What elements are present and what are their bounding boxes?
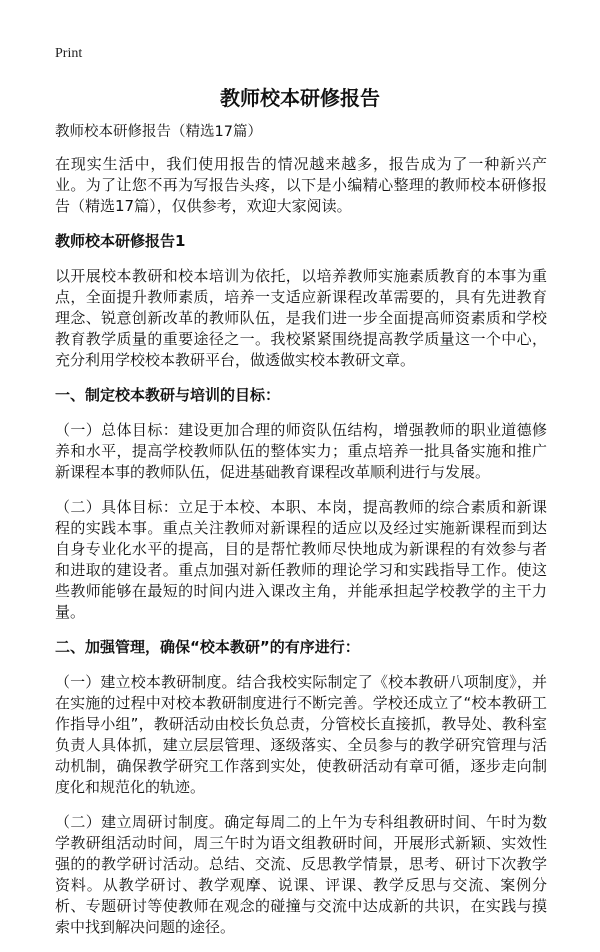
- goal-paragraph-2: （二）具体目标：立足于本校、本职、本岗，提高教师的综合素质和新课程的实践本事。重点关注教师对新课程的适应以及经过实施新课程而到达自身专业化水平的提高，目的是帮忙教师尽快地成为新课程的有效参与者和进取的建设者。重点加强对新任教师的理论学习和实践指导工作。使这些教师能够在最短的时间内进入课改主角，并能承担起学校教学的主干力量。: [55, 498, 547, 621]
- subtitle: 教师校本研修报告（精选17篇）: [55, 124, 262, 140]
- document-title: 教师校本研修报告: [220, 86, 380, 110]
- subheading-management: 二、加强管理，确保“校本教研”的有序进行：: [55, 638, 360, 656]
- subheading-goals: 一、制定校本教研与培训的目标：: [55, 386, 281, 404]
- print-link[interactable]: Print: [55, 46, 83, 61]
- goal-paragraph-1: （一）总体目标：建设更加合理的师资队伍结构，增强教师的职业道德修养和水平，提高学校教师队伍的整体实力；重点培养一批具备实施和推广新课程本事的教师队伍，促进基础教育课程改革顺利进行与发展。: [55, 421, 547, 481]
- section-intro-paragraph: 以开展校本教研和校本培训为依托，以培养教师实施素质教育的本事为重点，全面提升教师素质，培养一支适应新课程改革需要的，具有先进教育理念、锐意创新改革的教师队伍，是我们进一步全面提高师资素质和学校教育教学质量的重要途径之一。我校紧紧围绕提高教学质量这一个中心，充分利用学校校本教研平台，做透做实校本教研文章。: [55, 267, 547, 369]
- intro-paragraph: 在现实生活中，我们使用报告的情况越来越多，报告成为了一种新兴产业。为了让您不再为写报告头疼，以下是小编精心整理的教师校本研修报告（精选17篇），仅供参考，欢迎大家阅读。: [55, 155, 547, 215]
- management-paragraph-1: （一）建立校本教研制度。结合我校实际制定了《校本教研八项制度》，并在实施的过程中对校本教研制度进行不断完善。学校还成立了“校本教研工作指导小组”，教研活动由校长负总责，分管校长直接抓，教导处、教科室负责人具体抓，建立层层管理、逐级落实、全员参与的教学研究管理与活动机制，确保教学研究工作落到实处，使教研活动有章可循，逐步走向制度化和规范化的轨迹。: [55, 673, 547, 796]
- management-paragraph-2: （二）建立周研讨制度。确定每周二的上午为专科组教研时间、午时为数学教研组活动时间，周三午时为语文组教研时间，开展形式新颖、实效性强的的教学研讨活动。总结、交流、反思教学情景，思考、研讨下次教学资料。从教学研讨、教学观摩、说课、评课、教学反思与交流、案例分析、专题研讨等使教师在观念的碰撞与交流中达成新的共识，在实践与摸索中找到解决问题的途径。: [55, 813, 547, 936]
- section-heading: 教师校本研修报告1: [55, 232, 186, 250]
